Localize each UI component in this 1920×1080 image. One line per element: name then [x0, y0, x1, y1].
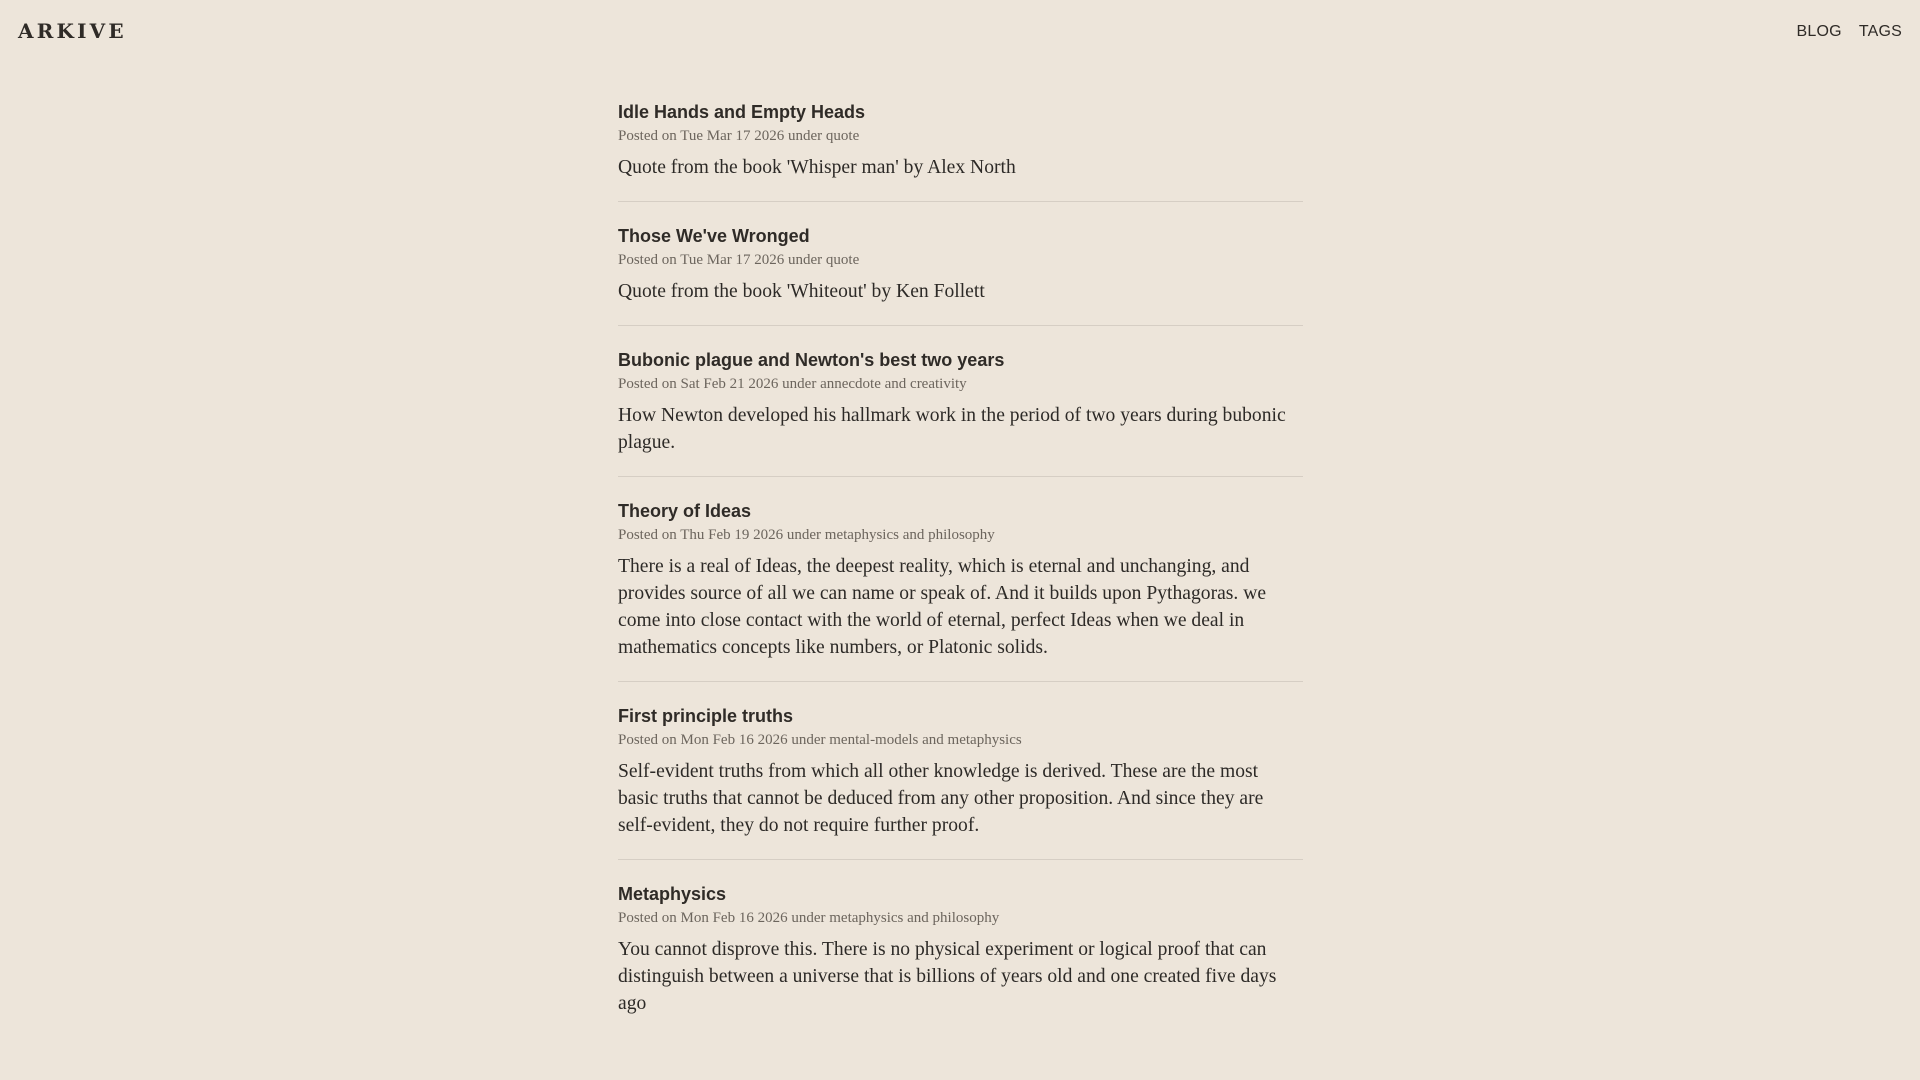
post-meta: Posted on Sat Feb 21 2026 under annecdote and creativity: [618, 376, 967, 392]
post-meta: Posted on Tue Mar 17 2026 under quote: [618, 128, 860, 144]
nav-blog-link[interactable]: BLOG: [1796, 23, 1842, 40]
post-meta: Posted on Mon Feb 16 2026 under mental-models and metaphysics: [618, 732, 1022, 748]
site-logo-link[interactable]: ARKIVE: [18, 19, 127, 43]
post-item: [618, 346, 1303, 477]
post-item: [618, 497, 1303, 682]
post-summary: Quote from the book 'Whiteout' by Ken Follett: [618, 281, 985, 302]
post-summary: Self-evident truths from which all other knowledge is derived. These are the most basic truths that cannot be deduced from any other proposition. And since they are self-evident, they do not require further proof.: [618, 761, 1264, 836]
post-item: [618, 880, 1303, 1037]
post-item: [618, 222, 1303, 326]
post-meta: Posted on Tue Mar 17 2026 under quote: [618, 252, 860, 268]
site-header: [0, 0, 1920, 66]
post-title-link[interactable]: Idle Hands and Empty Heads: [618, 102, 866, 122]
post-summary: How Newton developed his hallmark work in the period of two years during bubonic plague.: [618, 405, 1286, 453]
main-navigation: [1797, 23, 1902, 41]
nav-tags-link[interactable]: TAGS: [1858, 23, 1902, 40]
post-meta: Posted on Mon Feb 16 2026 under metaphysics and philosophy: [618, 910, 1000, 926]
post-item: [618, 98, 1303, 202]
post-meta: Posted on Thu Feb 19 2026 under metaphysics and philosophy: [618, 527, 995, 543]
post-summary: There is a real of Ideas, the deepest reality, which is eternal and unchanging, and provides source of all we can name or speak of. And it builds upon Pythagoras. we come into close contact with the world of eternal, perfect Ideas when we deal in mathematics concepts like numbers, or Platonic solids.: [618, 556, 1267, 658]
post-title-link[interactable]: Bubonic plague and Newton's best two years: [618, 350, 1005, 370]
post-summary: You cannot disprove this. There is no physical experiment or logical proof that can distinguish between a universe that is billions of years old and one created five days ago: [618, 939, 1277, 1014]
post-title-link[interactable]: Those We've Wronged: [618, 226, 810, 246]
post-title-link[interactable]: Theory of Ideas: [618, 501, 752, 521]
post-title-link[interactable]: First principle truths: [618, 706, 794, 726]
post-summary: Quote from the book 'Whisper man' by Alex North: [618, 157, 1016, 178]
post-title-link[interactable]: Metaphysics: [618, 884, 727, 904]
post-item: [618, 702, 1303, 860]
post-list: [618, 98, 1303, 1057]
